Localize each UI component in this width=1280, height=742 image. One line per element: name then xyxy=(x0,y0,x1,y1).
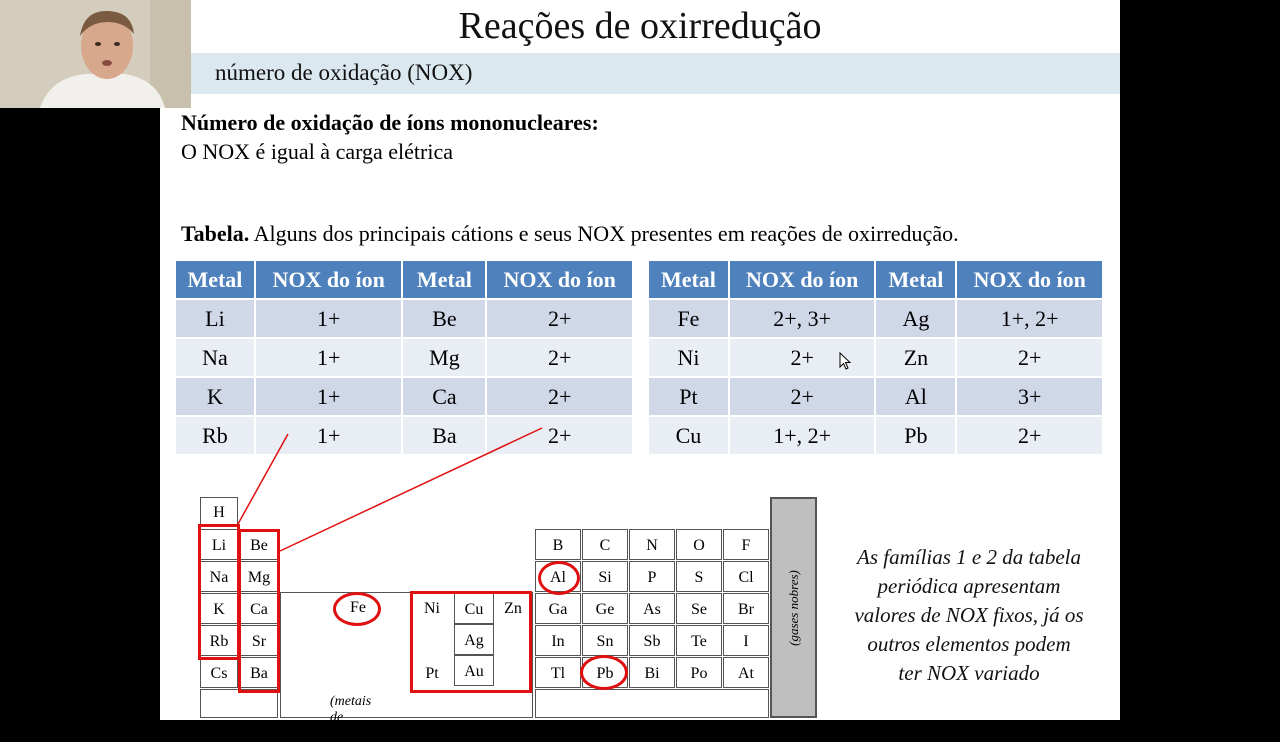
metal-cell: Ca xyxy=(402,377,486,416)
element-cell: Ga xyxy=(535,593,581,624)
element-cell: Ba xyxy=(240,657,278,688)
element-cell: As xyxy=(629,593,675,624)
nox-cell: 2+ xyxy=(956,338,1103,377)
slide-subtitle: número de oxidação (NOX) xyxy=(215,60,473,85)
element-cell: S xyxy=(676,561,722,592)
element-cell: Si xyxy=(582,561,628,592)
nox-cell: 2+, 3+ xyxy=(729,299,876,338)
element-cell: Cs xyxy=(200,657,238,688)
element-cell: Li xyxy=(200,529,238,560)
element-cell: I xyxy=(723,625,769,656)
nox-cell: 1+ xyxy=(255,416,403,454)
element-cell: Ag xyxy=(454,624,494,655)
header-nox: NOX do íon xyxy=(729,261,876,299)
note-line: ter NOX variado xyxy=(898,661,1040,685)
metal-cell: Pt xyxy=(649,377,729,416)
element-cell: Sn xyxy=(582,625,628,656)
header-metal: Metal xyxy=(176,261,255,299)
transition-metals-label: (metais de transição) xyxy=(330,694,388,741)
element-cell: O xyxy=(676,529,722,560)
element-cell: C xyxy=(582,529,628,560)
element-cell: Al xyxy=(535,561,581,592)
element-cell: Te xyxy=(676,625,722,656)
element-cell: Br xyxy=(723,593,769,624)
element-cell: Po xyxy=(676,657,722,688)
element-cell: Be xyxy=(240,529,278,560)
nox-cell: 2+ xyxy=(486,416,633,454)
nox-cell: 2+ xyxy=(486,299,633,338)
note-line: valores de NOX fixos, já os xyxy=(854,603,1084,627)
nox-cell: 1+, 2+ xyxy=(729,416,876,454)
metal-cell: Na xyxy=(176,338,255,377)
metal-cell: Pb xyxy=(875,416,956,454)
metal-cell: Ni xyxy=(649,338,729,377)
metal-cell: Al xyxy=(875,377,956,416)
nox-cell: 3+ xyxy=(956,377,1103,416)
element-cell: Sr xyxy=(240,625,278,656)
element-cell: Mg xyxy=(240,561,278,592)
header-nox: NOX do íon xyxy=(956,261,1103,299)
element-cell: Ge xyxy=(582,593,628,624)
metal-cell: Ba xyxy=(402,416,486,454)
metal-cell: Be xyxy=(402,299,486,338)
element-cell: Tl xyxy=(535,657,581,688)
element-cell: Bi xyxy=(629,657,675,688)
metal-cell: K xyxy=(176,377,255,416)
mouse-cursor-icon xyxy=(839,352,853,372)
header-metal: Metal xyxy=(402,261,486,299)
caption-label: Tabela. xyxy=(181,221,250,246)
element-cell: H xyxy=(200,497,238,526)
element-cell: Fe xyxy=(350,599,366,616)
nox-cell: 2+ xyxy=(486,338,633,377)
element-cell: At xyxy=(723,657,769,688)
element-cell: Cu xyxy=(454,593,494,624)
metal-cell: Rb xyxy=(176,416,255,454)
connector-line xyxy=(238,434,288,524)
element-cell: Rb xyxy=(200,625,238,656)
header-metal: Metal xyxy=(875,261,956,299)
element-cell: Ca xyxy=(240,593,278,624)
metal-cell: Mg xyxy=(402,338,486,377)
metal-cell: Cu xyxy=(649,416,729,454)
element-cell: In xyxy=(535,625,581,656)
element-cell: Sb xyxy=(629,625,675,656)
element-cell: K xyxy=(200,593,238,624)
element-cell: Au xyxy=(454,655,494,686)
element-cell: Cl xyxy=(723,561,769,592)
nox-cell: 2+ xyxy=(729,338,876,377)
section-heading: Número de oxidação de íons mononucleares: xyxy=(181,110,599,135)
nox-cell: 2+ xyxy=(486,377,633,416)
element-cell: Pb xyxy=(582,657,628,688)
note-line: periódica apresentam xyxy=(877,574,1061,598)
element-cell: N xyxy=(629,529,675,560)
element-cell: Pt xyxy=(412,658,452,689)
nox-cell: 2+ xyxy=(729,377,876,416)
noble-gases-label: (gases nobres) xyxy=(785,569,801,646)
nox-cell: 1+ xyxy=(255,338,403,377)
metal-cell: Ag xyxy=(875,299,956,338)
section-statement: O NOX é igual à carga elétrica xyxy=(181,139,454,164)
metal-cell: Fe xyxy=(649,299,729,338)
element-cell: P xyxy=(629,561,675,592)
element-cell: Ni xyxy=(412,593,452,624)
caption-text: Alguns dos principais cátions e seus NOX presentes em reações de oxirredução. xyxy=(249,221,959,246)
metal-cell: Li xyxy=(176,299,255,338)
metal-cell: Zn xyxy=(875,338,956,377)
nox-cell: 2+ xyxy=(956,416,1103,454)
slide-title: Reações de oxirredução xyxy=(458,5,822,47)
header-nox: NOX do íon xyxy=(255,261,403,299)
note-line: As famílias 1 e 2 da tabela xyxy=(857,545,1081,569)
nox-cell: 1+ xyxy=(255,377,403,416)
connector-line xyxy=(280,428,542,551)
note-line: outros elementos podem xyxy=(867,632,1071,656)
header-metal: Metal xyxy=(649,261,729,299)
element-cell: Se xyxy=(676,593,722,624)
element-cell: F xyxy=(723,529,769,560)
nox-cell: 1+ xyxy=(255,299,403,338)
element-cell: Zn xyxy=(494,593,532,624)
element-cell: B xyxy=(535,529,581,560)
element-cell: Na xyxy=(200,561,238,592)
nox-cell: 1+, 2+ xyxy=(956,299,1103,338)
header-nox: NOX do íon xyxy=(486,261,633,299)
explanatory-note xyxy=(826,543,1112,688)
